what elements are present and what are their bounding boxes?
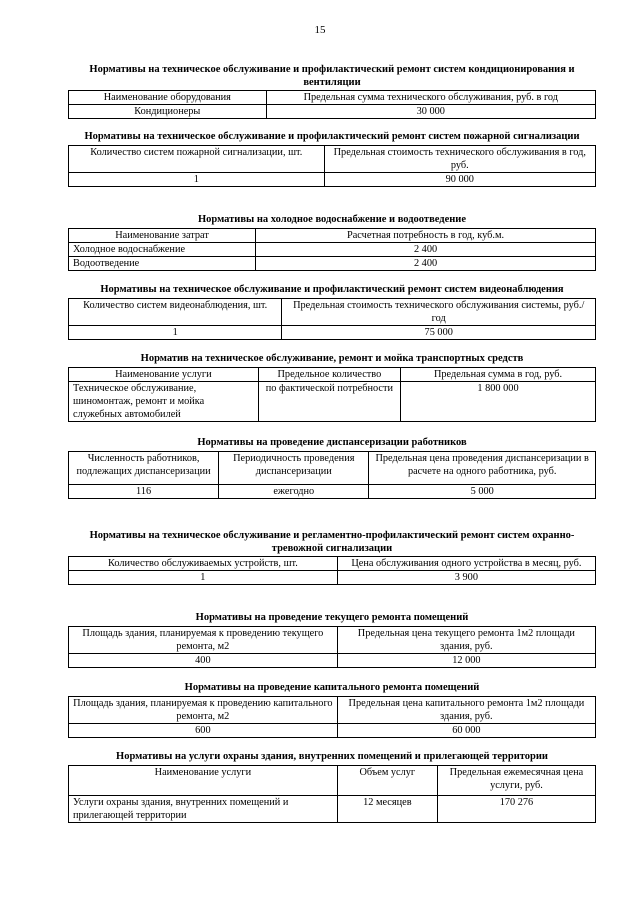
table-cell: 1	[69, 571, 338, 585]
section-title: Нормативы на техническое обслуживание и профилактический ремонт систем кондиционирования и вентиляции	[89, 64, 575, 88]
header-cell: Объем услуг	[337, 765, 437, 795]
section-dispensary	[68, 437, 596, 499]
section-conditioning	[68, 64, 596, 119]
table-cell: 400	[69, 653, 338, 667]
table-cell: Водоотведение	[69, 256, 256, 270]
header-cell: Площадь здания, планируемая к проведению текущего ремонта, м2	[69, 626, 338, 653]
norms-table	[68, 298, 596, 340]
header-cell: Предельная цена текущего ремонта 1м2 площади здания, руб.	[337, 626, 595, 653]
table-cell: 5 000	[369, 484, 596, 498]
norms-table	[68, 556, 596, 585]
header-cell: Предельная сумма в год, руб.	[401, 367, 596, 381]
section-title: Нормативы на услуги охраны здания, внутренних помещений и прилегающей территории	[116, 751, 548, 762]
table-cell: 1 800 000	[401, 381, 596, 421]
header-cell: Расчетная потребность в год, куб.м.	[256, 228, 596, 242]
table-cell: 60 000	[337, 723, 595, 737]
section-water	[68, 214, 596, 271]
section-title: Нормативы на проведение диспансеризации работников	[197, 437, 467, 448]
section-title: Нормативы на проведение текущего ремонта помещений	[195, 612, 469, 623]
norms-table	[68, 90, 596, 119]
header-cell: Предельная стоимость технического обслуживания в год, руб.	[324, 145, 595, 172]
section-title: Нормативы на техническое обслуживание и профилактический ремонт систем пожарной сигнализации	[84, 131, 580, 142]
header-cell: Количество обслуживаемых устройств, шт.	[69, 557, 338, 571]
section-video	[68, 284, 596, 340]
section-security-alarm	[68, 530, 596, 585]
header-cell: Численность работников, подлежащих диспансеризации	[69, 451, 219, 484]
section-title: Нормативы на техническое обслуживание и регламентно-профилактический ремонт систем охранно-тревожной сигнализации	[89, 530, 575, 554]
table-cell: 3 900	[337, 571, 595, 585]
header-cell: Периодичность проведения диспансеризации	[219, 451, 369, 484]
header-cell: Предельная цена капитального ремонта 1м2 площади здания, руб.	[337, 696, 595, 723]
table-cell: 170 276	[437, 795, 595, 822]
section-title: Нормативы на техническое обслуживание и профилактический ремонт систем видеонаблюдения	[100, 284, 564, 295]
header-cell: Предельная сумма технического обслуживания, руб. в год	[266, 91, 595, 105]
header-cell: Наименование услуги	[69, 765, 338, 795]
table-cell: 90 000	[324, 172, 595, 186]
norms-table	[68, 367, 596, 422]
header-cell: Наименование затрат	[69, 228, 256, 242]
section-fire-alarm	[68, 131, 596, 187]
table-cell: Холодное водоснабжение	[69, 242, 256, 256]
table-cell: 12 месяцев	[337, 795, 437, 822]
norms-table	[68, 696, 596, 738]
table-cell: Техническое обслуживание, шиномонтаж, ремонт и мойка служебных автомобилей	[69, 381, 259, 421]
table-cell: 30 000	[266, 105, 595, 119]
table-cell: 2 400	[256, 256, 596, 270]
section-title: Нормативы на проведение капитального ремонта помещений	[184, 682, 480, 693]
norms-table	[68, 451, 596, 499]
table-cell: 1	[69, 172, 325, 186]
section-vehicles	[68, 353, 596, 422]
header-cell: Количество систем пожарной сигнализации, шт.	[69, 145, 325, 172]
table-cell: 600	[69, 723, 338, 737]
table-cell: Услуги охраны здания, внутренних помещений и прилегающей территории	[69, 795, 338, 822]
table-cell: 1	[69, 325, 282, 339]
table-cell: 2 400	[256, 242, 596, 256]
table-cell: по фактической потребности	[258, 381, 400, 421]
header-cell: Площадь здания, планируемая к проведению капитального ремонта, м2	[69, 696, 338, 723]
table-cell: Кондиционеры	[69, 105, 267, 119]
header-cell: Предельная ежемесячная цена услуги, руб.	[437, 765, 595, 795]
section-capital-repair	[68, 682, 596, 738]
norms-table	[68, 626, 596, 668]
norms-table	[68, 765, 596, 823]
table-cell: 12 000	[337, 653, 595, 667]
section-title: Норматив на техническое обслуживание, ремонт и мойка транспортных средств	[140, 353, 524, 364]
table-cell: 116	[69, 484, 219, 498]
page-number: 15	[314, 24, 326, 36]
header-cell: Предельная цена проведения диспансеризации в расчете на одного работника, руб.	[369, 451, 596, 484]
section-title: Нормативы на холодное водоснабжение и водоотведение	[197, 214, 467, 225]
norms-table	[68, 145, 596, 187]
header-cell: Предельное количество	[258, 367, 400, 381]
header-cell: Цена обслуживания одного устройства в месяц, руб.	[337, 557, 595, 571]
header-cell: Предельная стоимость технического обслуживания системы, руб./год	[282, 298, 596, 325]
header-cell: Наименование оборудования	[69, 91, 267, 105]
section-building-security	[68, 751, 596, 823]
header-cell: Наименование услуги	[69, 367, 259, 381]
norms-table	[68, 228, 596, 271]
table-cell: ежегодно	[219, 484, 369, 498]
header-cell: Количество систем видеонаблюдения, шт.	[69, 298, 282, 325]
table-cell: 75 000	[282, 325, 596, 339]
section-current-repair	[68, 612, 596, 668]
